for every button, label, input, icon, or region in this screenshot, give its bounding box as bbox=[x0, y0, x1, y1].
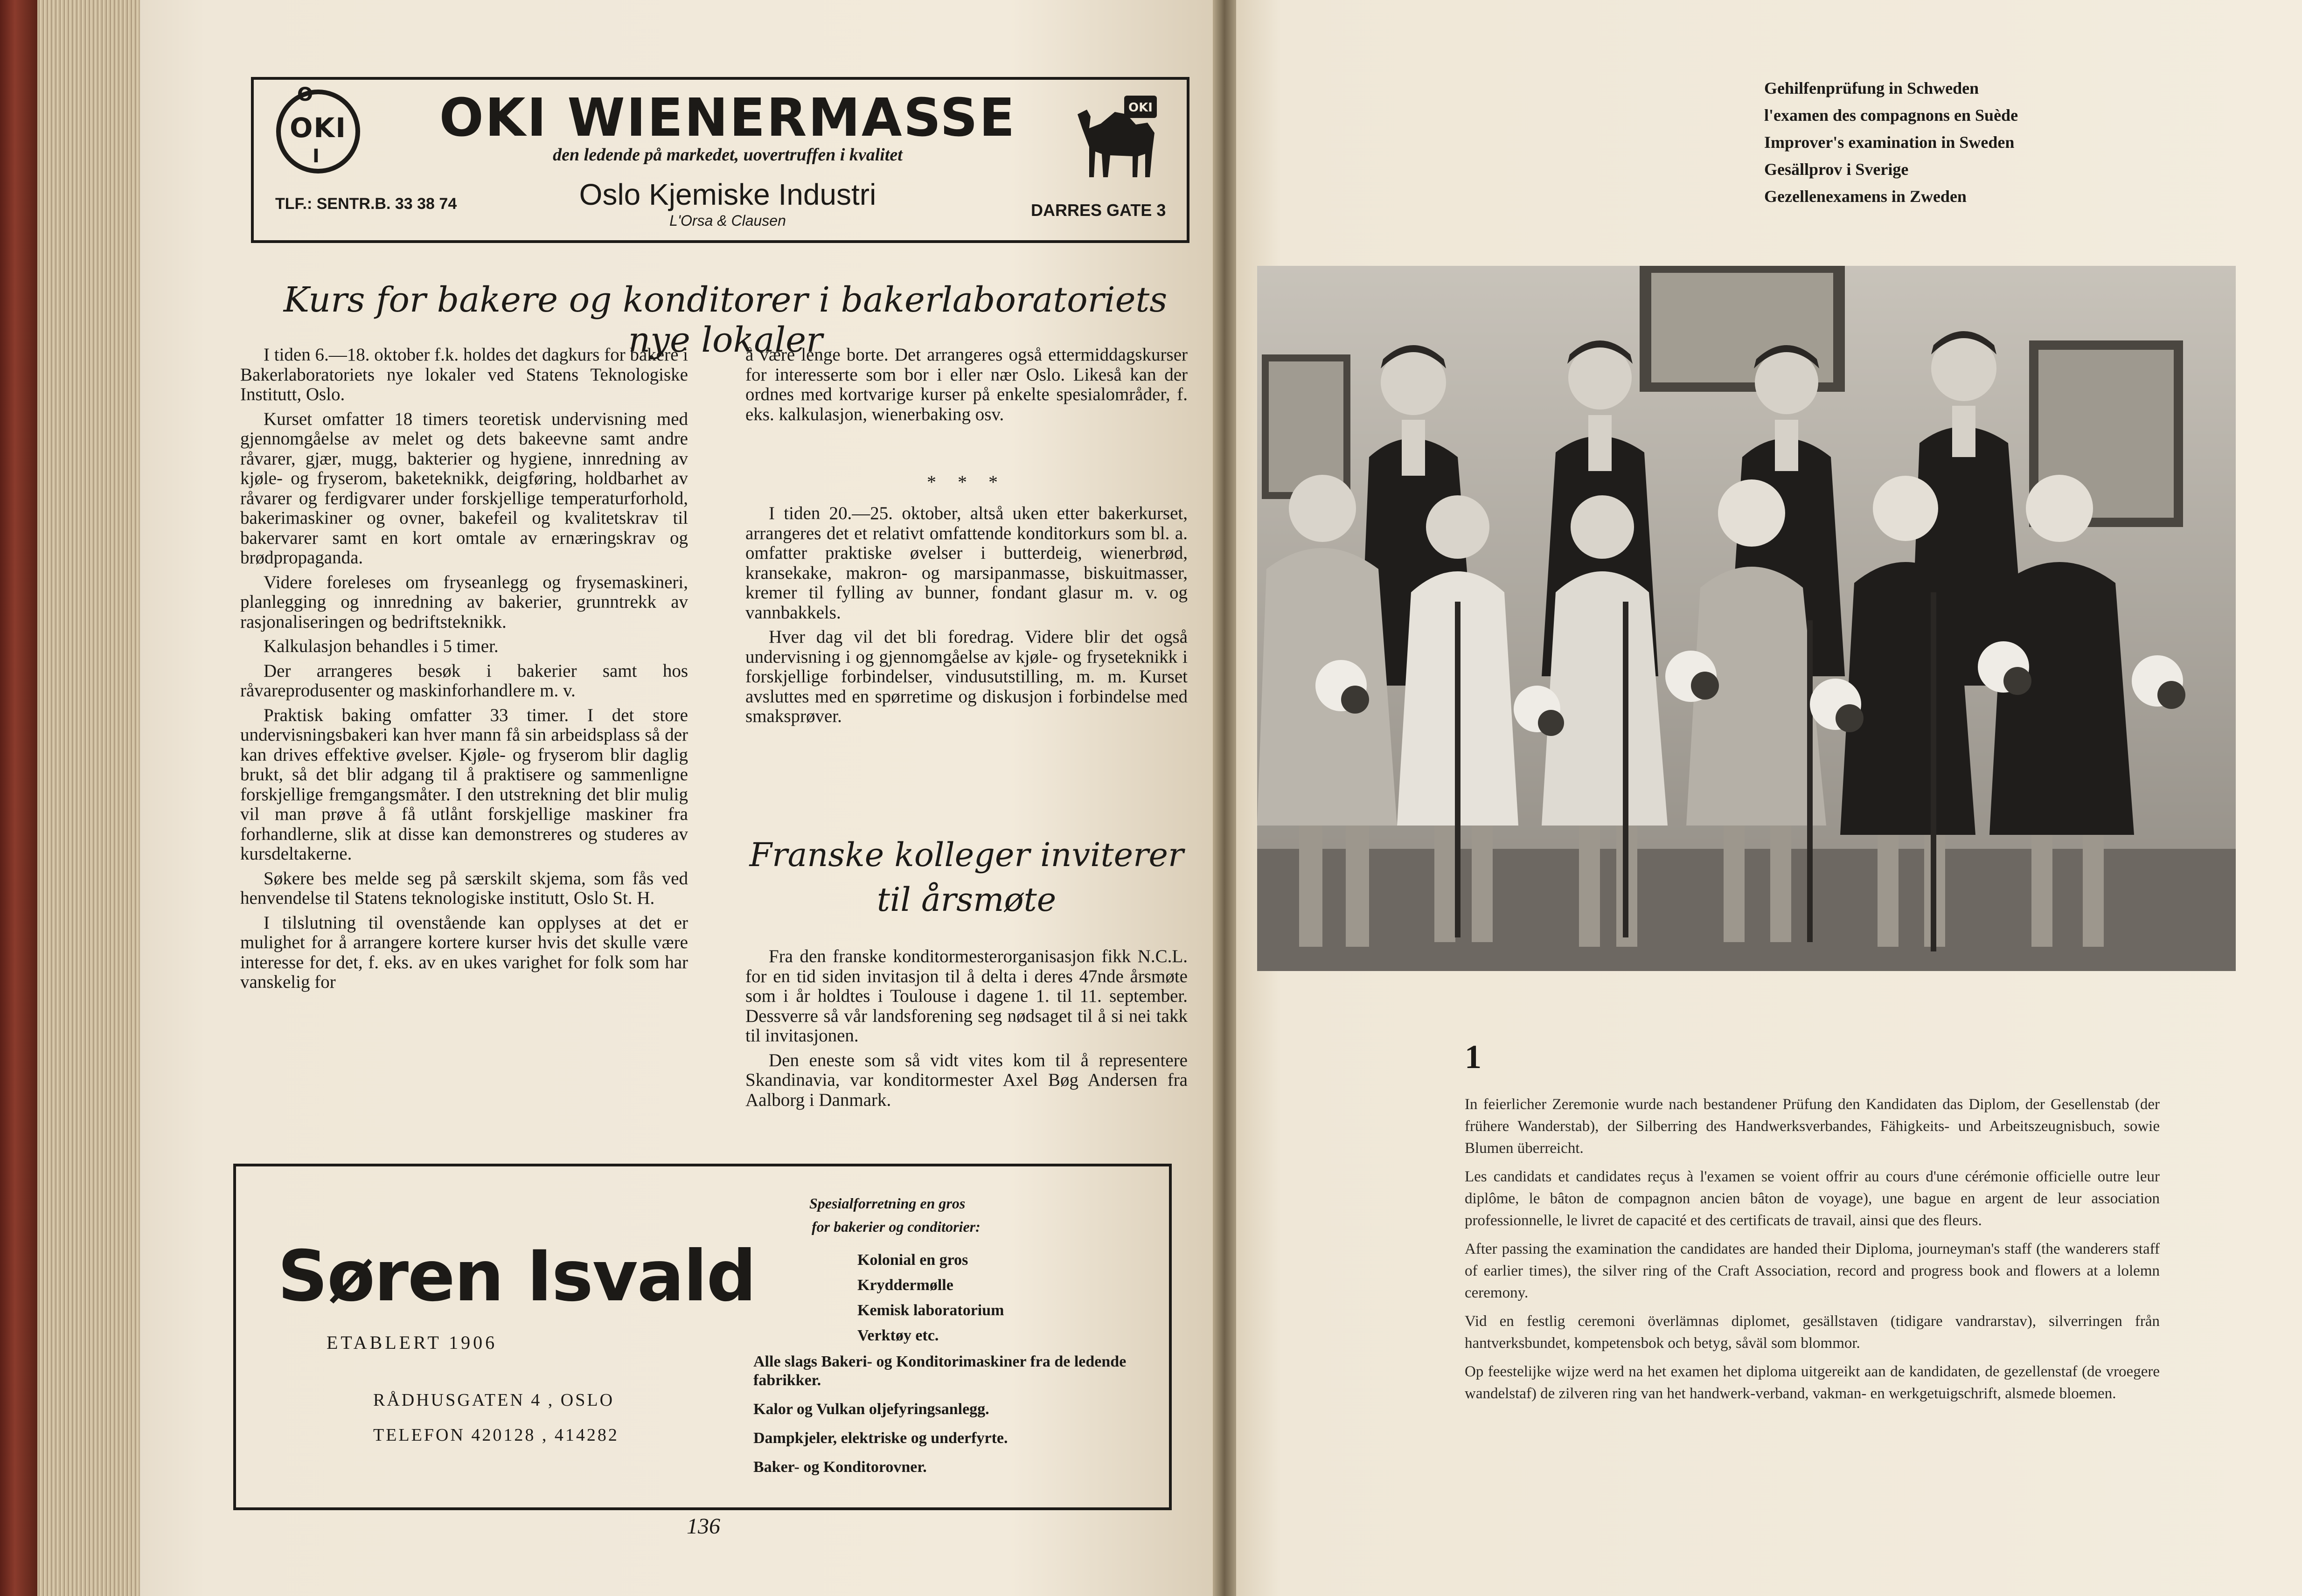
list-item: Dampkjeler, elektriske og underfyrte. bbox=[753, 1429, 1008, 1447]
oki-logo-top: O bbox=[297, 84, 313, 105]
oki-ad-phone: TLF.: SENTR.B. 33 38 74 bbox=[275, 195, 457, 213]
soren-ad-established: ETABLERT 1906 bbox=[327, 1332, 498, 1353]
oki-ad-company: Oslo Kjemiske Industri bbox=[579, 178, 876, 211]
article2-body bbox=[745, 947, 1188, 1115]
list-item: Baker- og Konditorovner. bbox=[753, 1458, 927, 1476]
caption-paragraph: After passing the examination the candidates are handed their Diploma, journeyman's staff (the wanderers staff of earlier times), the silver ring of the Craft Association, record and progress book and flowers at a lolemn ceremony. bbox=[1465, 1241, 2160, 1301]
caption-paragraph: Les candidats et candidates reçus à l'examen se voient offrir au cours d'une cérémonie officielle outre leur diplôme, le bâton de compagnon ancien bâton de voyage), une bague en argent de leur association professionnelle, le livret de capacité et des certificats de travail, ainsi que des fleurs. bbox=[1465, 1168, 2160, 1229]
paragraph: Videre foreleses om fryseanlegg og frysemaskineri, planlegging og innredning av bakerier, grunntrekk av rasjonaliseringen og bedriftsteknikk. bbox=[240, 572, 688, 632]
paragraph: Der arrangeres besøk i bakerier samt hos råvareprodusenter og maskinforhandlere m. v. bbox=[240, 660, 688, 701]
caption-paragraph: Op feestelijke wijze werd na het examen het diploma uitgereikt aan de kandidaten, de gezellenstaf (de vroegere wandelstaf) de zilveren ring van het handwerk-verband, vakman- en werkgetuigschrift, alsmede bloemen. bbox=[1465, 1363, 2160, 1402]
paragraph: å være lenge borte. Det arrangeres også ettermiddagskurser for interesserte som bor i eller nær Oslo. Likeså kan der ordnes med kortvarige kurser på enkelte spesialområder, f. eks. kalkulasjon, wienerbaking osv. bbox=[745, 345, 1188, 424]
caption-paragraph: In feierlicher Zeremonie wurde nach bestandener Prüfung den Kandidaten das Diplom, der Gesellenstab (der frühere Wanderstab), der Silberring des Handwerksverbandes, Fähigkeits- und Arbeitszeugnisbuch, sowie Blumen überreicht. bbox=[1465, 1096, 2160, 1157]
photo-caption bbox=[1465, 1094, 2160, 1411]
heading-line: Gehilfenprüfung in Schweden bbox=[1764, 79, 1979, 97]
oki-ad-tagline: den ledende på markedet, uovertruffen i kvalitet bbox=[553, 145, 903, 165]
paragraph: Den eneste som så vidt vites kom til å representere Skandinavia, var konditormester Axel Bøg Andersen fra Aalborg i Danmark. bbox=[745, 1050, 1188, 1110]
heading-line: l'examen des compagnons en Suède bbox=[1764, 106, 2018, 125]
soren-ad-specialty-line2: for bakerier og conditorier: bbox=[812, 1218, 981, 1235]
list-item: Kemisk laboratorium bbox=[857, 1302, 1004, 1319]
heading-line: Improver's examination in Sweden bbox=[1764, 133, 2015, 152]
article2-title-line2: til årsmøte bbox=[876, 881, 1057, 919]
soren-ad-products bbox=[753, 1353, 1164, 1487]
book-spine bbox=[0, 0, 37, 1596]
paragraph: Kalkulasjon behandles i 5 timer. bbox=[264, 636, 499, 656]
paragraph: I tiden 6.—18. oktober f.k. holdes det dagkurs for bakere i Bakerlaboratoriets nye lokaler ved Statens Teknologiske Institutt, Oslo. bbox=[240, 345, 688, 404]
heading-line: Gezellenexamens in Zweden bbox=[1764, 187, 1967, 206]
article2-title bbox=[745, 833, 1188, 922]
camel-icon bbox=[1068, 96, 1166, 189]
paragraph: Hver dag vil det bli foredrag. Videre blir det også undervisning i og gjennomgåelse av kjøle- og fryseteknikk i forskjellige forbindelser, vindusutstilling, m. m. Kurset avsluttes med en spørretime og diskusjon i forbindelse med smaksprøver. bbox=[745, 627, 1188, 726]
list-item: Verktøy etc. bbox=[857, 1327, 939, 1344]
article-column-right-top bbox=[745, 345, 1188, 429]
article-column-left bbox=[240, 345, 688, 997]
soren-ad-phone: TELEFON 420128 , 414282 bbox=[373, 1425, 619, 1445]
list-item: Kryddermølle bbox=[857, 1277, 953, 1294]
list-item: Alle slags Bakeri- og Konditorimaskiner fra de ledende fabrikker. bbox=[753, 1353, 1127, 1389]
article2-title-line1: Franske kolleger inviterer bbox=[749, 836, 1184, 874]
oki-ad-title: OKI WIENERMASSE bbox=[439, 88, 1016, 148]
soren-ad-specialty bbox=[809, 1192, 981, 1238]
paragraph: I tiden 20.—25. oktober, altså uken etter bakerkurset, arrangeres det et relativt omfattende konditorkurs som bl. a. omfatter praktiske øvelser i butterdeig, wienerbrød, kransekake, makron- og marsipanmasse, biskuitmasser, kremer til fylling av bunner, fondant glasur m. v. og vannbakkels. bbox=[745, 503, 1188, 623]
soren-ad-list bbox=[857, 1248, 1004, 1348]
paragraph: Kurset omfatter 18 timers teoretisk undervisning med gjennomgåelse av melet og dets bakeevne samt andre råvarer, gjær, mugg, bakterier og hygiene, innredning av kjøle- og fryserom, baketeknikk, deigføring, holdbarhet av råvarer og ferdigvarer under forskjellige temperaturforhold, bakerimaskiner og ovner, bakefeil og kvalitetskrav til bakervarer samt en kort omtale av ernæringskrav og brødpropaganda. bbox=[240, 409, 688, 568]
ceremony-photograph bbox=[1257, 266, 2236, 971]
page-number: 136 bbox=[687, 1514, 720, 1539]
list-item: Kalor og Vulkan oljefyringsanlegg. bbox=[753, 1401, 989, 1418]
caption-paragraph: Vid en festlig ceremoni överlämnas diplomet, gesällstaven (tidigare vandrarstav), silverringen från hantverksbundet, kompetensbok och betyg, såväl som blommor. bbox=[1465, 1313, 2160, 1352]
book-gutter bbox=[1213, 0, 1236, 1596]
paragraph: I tilslutning til ovenstående kan opplyses at det er mulighet for å arrangere kortere kurser hvis det skulle være interesse for det, f. eks. av en ukes varighet for folk som har vanskelig for bbox=[240, 912, 688, 992]
paragraph: Søkere bes melde seg på særskilt skjema, som fås ved henvendelse til Statens teknologiske institutt, Oslo St. H. bbox=[240, 868, 688, 908]
paragraph: Fra den franske konditormesterorganisasjon fikk N.C.L. for en tid siden invitasjon til å delta i deres 47nde årsmøte som i år holdtes i Toulouse i dagene 1. til 11. september. Dessverre så vår landsforening seg nødsaget til å si nei takk til invitasjonen. bbox=[745, 946, 1188, 1046]
list-item: Kolonial en gros bbox=[857, 1251, 968, 1269]
multilingual-heading bbox=[1764, 75, 2018, 210]
article-title: Kurs for bakere og konditorer i bakerlaboratoriets nye lokaler bbox=[283, 280, 1168, 360]
oki-ad-company-sub: L'Orsa & Clausen bbox=[669, 212, 786, 229]
paragraph: Praktisk baking omfatter 33 timer. I det store undervisningsbakeri kan hver mann få sin arbeidsplass så der kan drives effektive øvelser. Kjøle- og fryserom blir daglig brukt, så det blir adgang til å praktisere og sammenligne forskjellige fremgangsmåter. I den utstrekning det blir mulig vil man prøve å få utlånt forskjellige maskiner fra forhandlerne, slik at disse kan demonstreres og studeres av kursdeltakerne. bbox=[240, 705, 688, 864]
group-portrait-image bbox=[1257, 266, 2236, 971]
soren-ad-specialty-line1: Spesialforretning en gros bbox=[809, 1195, 966, 1212]
heading-line: Gesällprov i Sverige bbox=[1764, 160, 1909, 179]
soren-ad-address: RÅDHUSGATEN 4 , OSLO bbox=[373, 1390, 615, 1410]
article-column-right-mid bbox=[745, 504, 1188, 731]
oki-logo-bottom: I bbox=[313, 146, 320, 167]
page-edges bbox=[37, 0, 145, 1596]
camel-badge-text: OKI bbox=[1128, 101, 1153, 115]
soren-ad-name: Søren Isvald bbox=[278, 1236, 756, 1317]
caption-number: 1 bbox=[1465, 1038, 1481, 1076]
oki-ad-address: DARRES GATE 3 bbox=[1031, 201, 1166, 220]
section-divider-stars: * * * bbox=[927, 472, 1006, 493]
oki-logo-text: OKI bbox=[290, 112, 347, 144]
